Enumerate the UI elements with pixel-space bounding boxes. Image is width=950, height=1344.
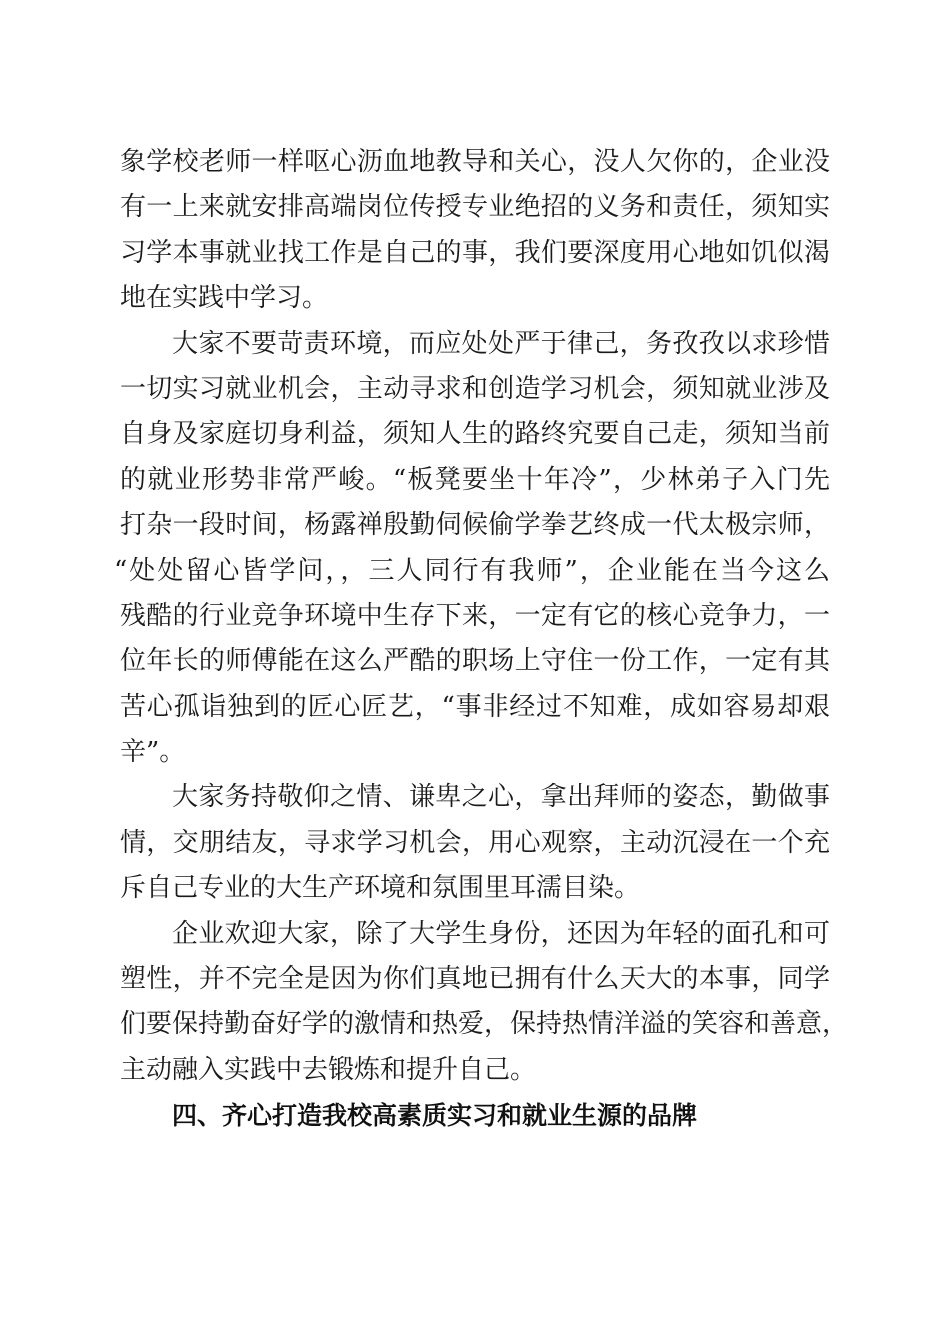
text-line: 自身及家庭切身利益，须知人生的路终究要自己走，须知当前 bbox=[120, 419, 830, 450]
text-line: “处处留心皆学问，，三人同行有我师”，企业能在当今这么 bbox=[114, 555, 830, 586]
text-line: 大家务持敬仰之情、谦卑之心，拿出拜师的姿态，勤做事 bbox=[172, 782, 830, 813]
text-line: 企业欢迎大家，除了大学生身份，还因为年轻的面孔和可 bbox=[172, 918, 830, 949]
text-line: 们要保持勤奋好学的激情和热爱，保持热情洋溢的笑容和善意， bbox=[120, 1009, 849, 1040]
text-line: 的就业形势非常严峻。“板凳要坐十年冷”，少林弟子入门先 bbox=[120, 464, 830, 495]
paragraph-3 bbox=[120, 775, 830, 911]
text-line: 地在实践中学习。 bbox=[120, 283, 329, 314]
text-line: 苦心孤诣独到的匠心匠艺，“事非经过不知难，成如容易却艰 bbox=[120, 691, 830, 722]
text-line: 有一上来就安排高端岗位传授专业绝招的义务和责任，须知实 bbox=[120, 192, 830, 223]
text-line: 大家不要苛责环境，而应处处严于律己，务孜孜以求珍惜 bbox=[172, 328, 830, 359]
text-line: 塑性，并不完全是因为你们真地已拥有什么天大的本事，同学 bbox=[120, 964, 830, 995]
paragraph-1 bbox=[120, 140, 830, 322]
text-line: 斥自己专业的大生产环境和氛围里耳濡目染。 bbox=[120, 873, 641, 904]
text-line: 一切实习就业机会，主动寻求和创造学习机会，须知就业涉及 bbox=[120, 373, 830, 404]
text-line: 习学本事就业找工作是自己的事，我们要深度用心地如饥似渴 bbox=[120, 237, 830, 268]
text-line: 残酷的行业竞争环境中生存下来，一定有它的核心竞争力，一 bbox=[120, 600, 830, 631]
text-line: 象学校老师一样呕心沥血地教导和关心，没人欠你的，企业没 bbox=[120, 147, 830, 177]
document-body bbox=[114, 140, 849, 1139]
text-line: 辛”。 bbox=[120, 737, 186, 768]
paragraph-2 bbox=[114, 322, 830, 776]
paragraph-4 bbox=[120, 912, 849, 1094]
text-line: 主动融入实践中去锻炼和提升自己。 bbox=[120, 1054, 537, 1085]
text-line: 情，交朋结友，寻求学习机会，用心观察，主动沉浸在一个充 bbox=[120, 827, 830, 858]
section-heading: 四、齐心打造我校高素质实习和就业生源的品牌 bbox=[172, 1101, 698, 1131]
text-line: 位年长的师傅能在这么严酷的职场上守住一份工作，一定有其 bbox=[120, 646, 830, 677]
text-line: 打杂一段时间，杨露禅殷勤伺候偷学拳艺终成一代太极宗师， bbox=[120, 510, 830, 541]
